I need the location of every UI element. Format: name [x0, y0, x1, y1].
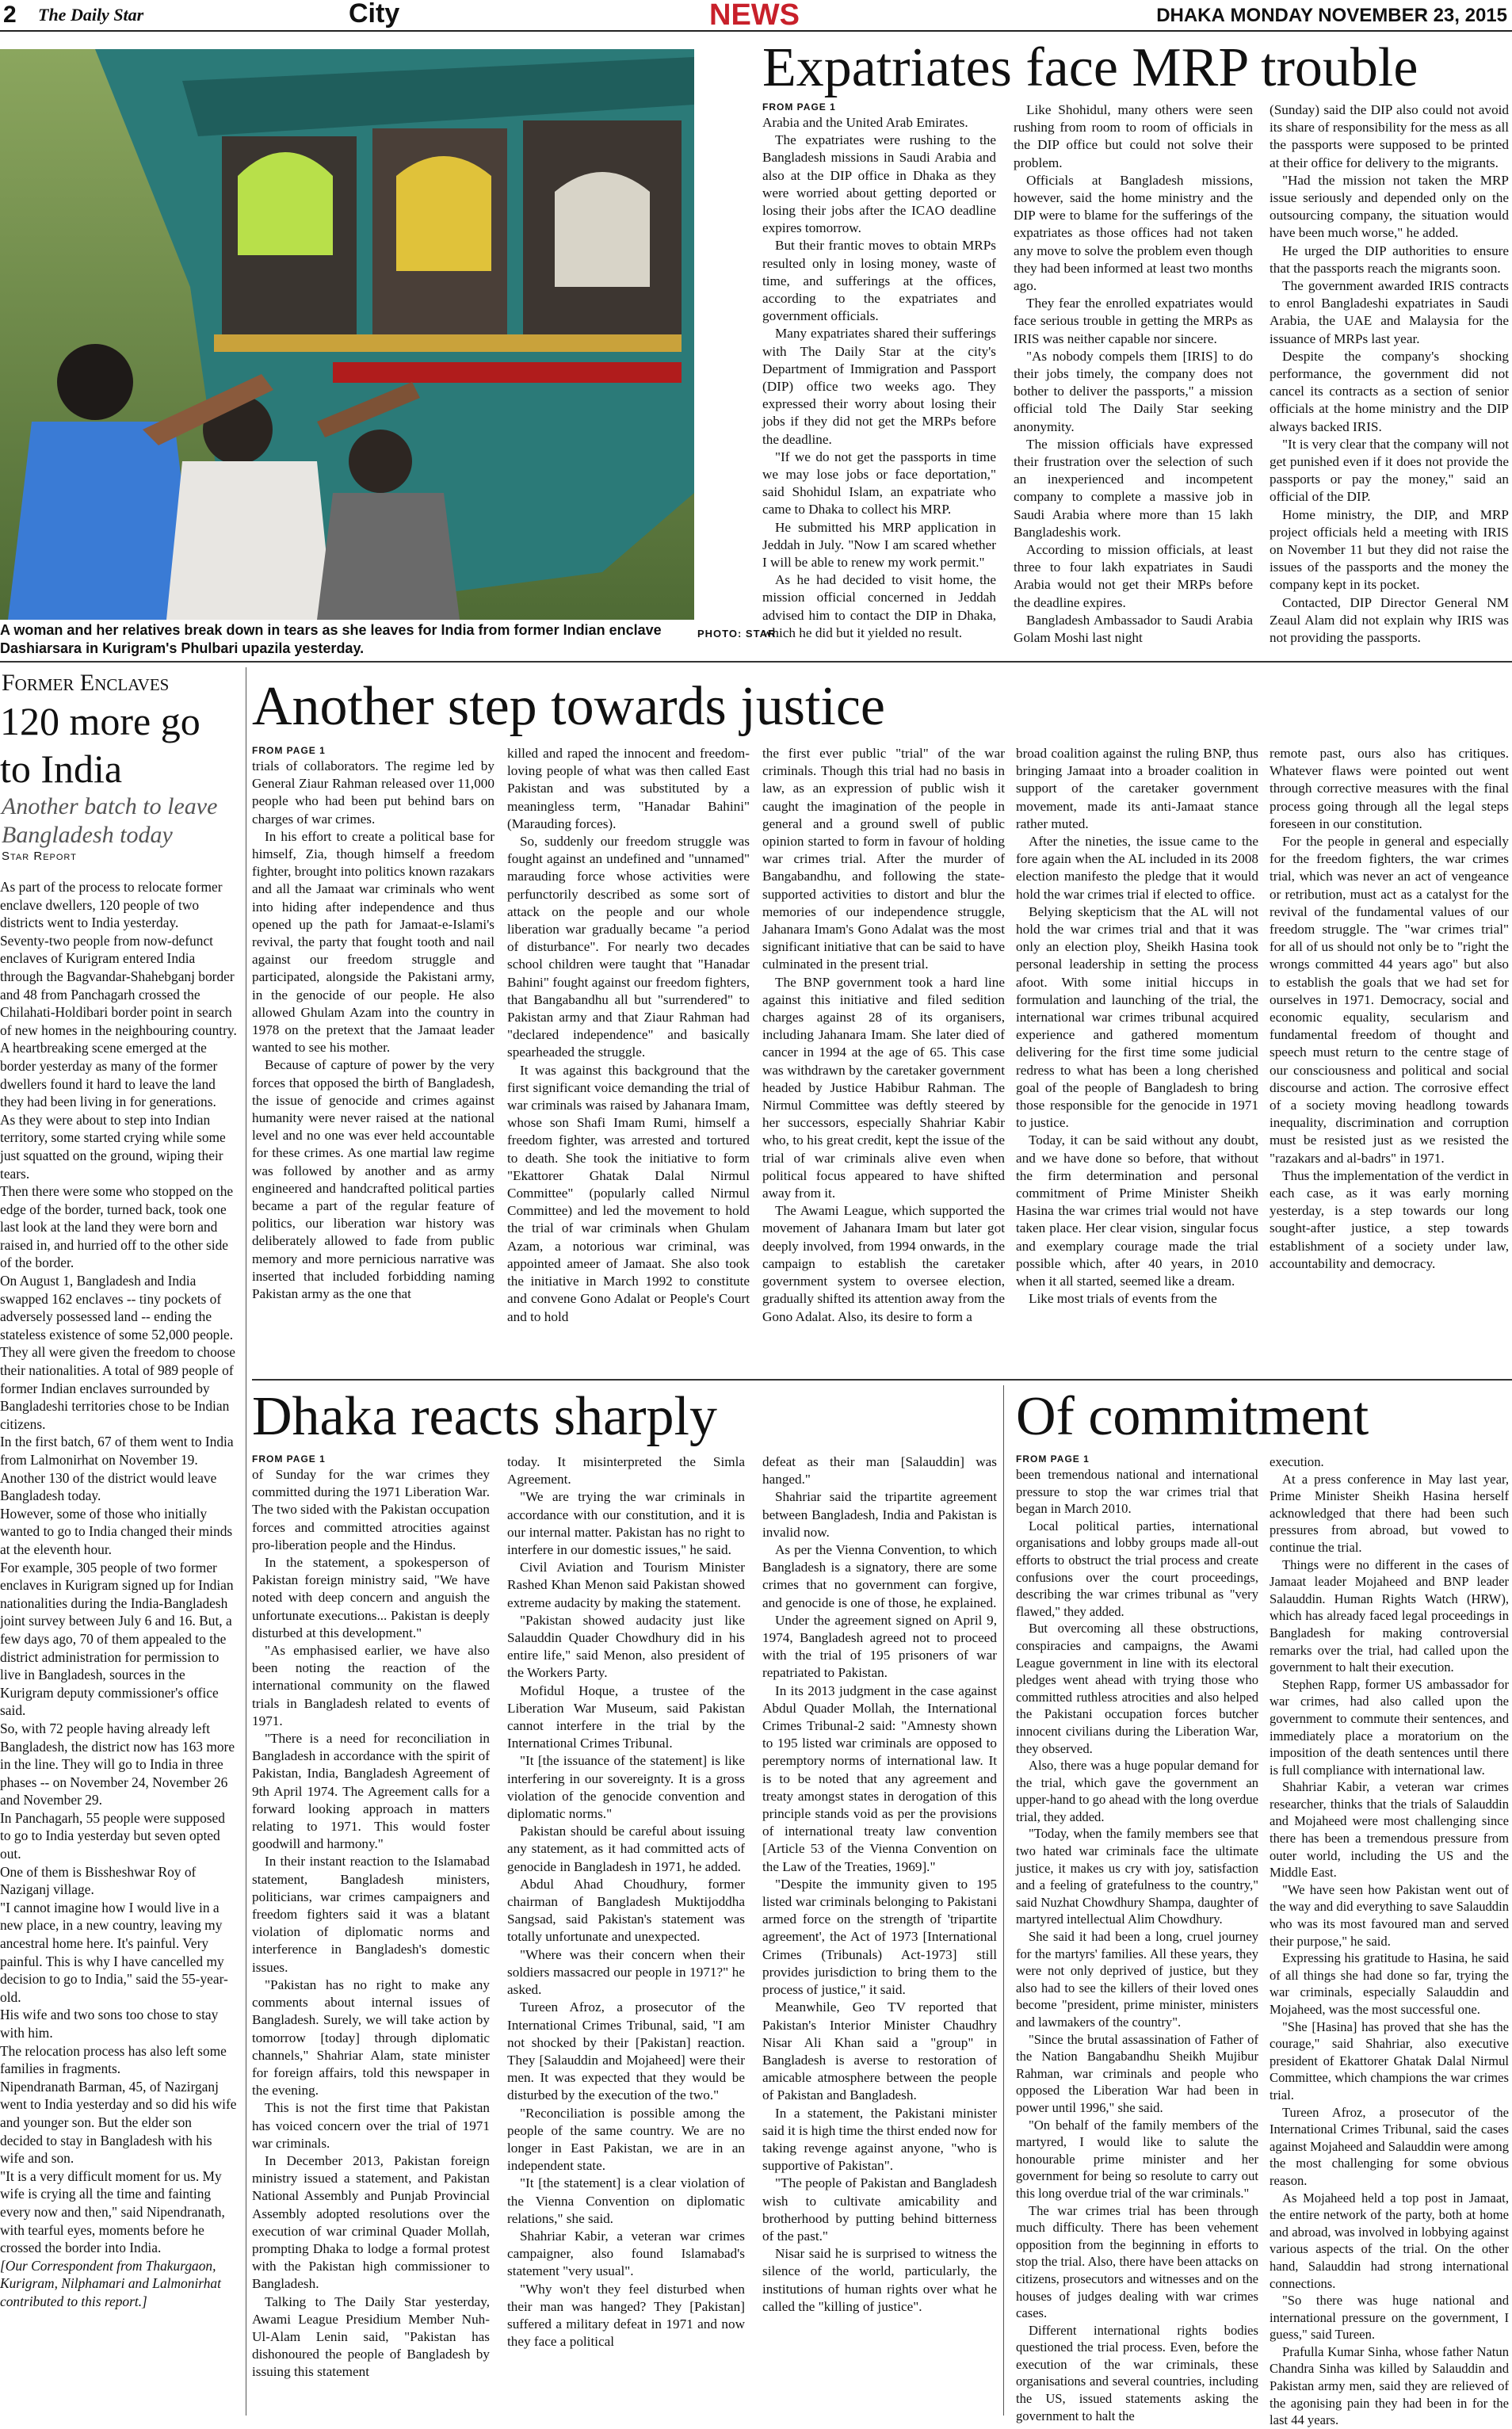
paragraph: But their frantic moves to obtain MRPs resulted only in losing money, waste of time, and sufferings at the offices, according to the expatriates and government officials. [762, 238, 996, 324]
paragraph: broad coalition against the ruling BNP, thus bringing Jamaat into a broader coalition in support of the caretaker government movement, made its anti-Jamaat stance rather muted. [1016, 746, 1258, 831]
paragraph: Abdul Ahad Choudhury, former chairman of Bangladesh Muktijoddha Sangsad, said Pakistan's statement was totally unfortunate and unexpected. [507, 1876, 745, 1945]
paragraph: Expressing his gratitude to Hasina, he said of all things she had done so far, trying the war criminals, especially Salauddin and Mojaheed, was the most successful one. [1270, 1950, 1509, 2017]
paragraph: The war crimes trial has been through much difficulty. There has been vehement opposition from the beginning in efforts to stop the trial. Also, there have been attacks on citizens, prosecutors and witnesses and on the houses of judges dealing with war crimes cases. [1016, 2202, 1258, 2321]
paragraph: Stephen Rapp, former US ambassador for war crimes, had also called upon the government to commute their sentences, and immediately place a moratorium on the imposition of the death sentences until there is full compliance with international law. [1270, 1676, 1509, 1778]
news-label: NEWS [709, 0, 800, 32]
headline-commitment: Of commitment [1016, 1386, 1369, 1447]
paragraph: "It is a very difficult moment for us. My wife is crying all the time and fainting every now and then," said Nipendranath, with tearful eyes, moments before he crossed the border into India. [0, 2167, 225, 2256]
headline-justice: Another step towards justice [252, 676, 885, 737]
paragraph: "She [Hasina] has proved that she has the courage," said Shahriar, also executive president of Ekattorer Ghatak Dalal Nirmul Committee, which champions the war crimes trial. [1270, 2018, 1509, 2102]
headline-mrp: Expatriates face MRP trouble [762, 37, 1418, 98]
paragraph: The Awami League, which supported the movement of Jahanara Imam but later got deeply involved, from 1994 onwards, in the campaign to establish the caretaker government system to oversee election, gradually shifted its attention away from the Gono Adalat. Also, its desire to form a [762, 1203, 1005, 1324]
paragraph: The government awarded IRIS contracts to enrol Bangladeshi expatriates in Saudi Arabia, the UAE and Malaysia for the issuance of MRPs last year. [1270, 278, 1509, 346]
headline-enclaves [0, 697, 238, 792]
story-commitment-col-1 [1016, 1453, 1258, 2423]
story-dhaka-col-1 [252, 1453, 490, 2416]
paragraph: But overcoming all these obstructions, conspiracies and campaigns, the Awami League government in line with its electoral pledges went ahead with trying those who committed ruthless atrocities and also helped the Pakistani occupation forces butcher innocent civilians during the Liberation War, they observed. [1016, 1621, 1258, 1756]
bus-departure-photo [0, 49, 694, 620]
paragraph: "Since the brutal assassination of Father of the Nation Bangabandhu Sheikh Mujibur Rahman, war criminals and people who opposed the Liberation War had been in power until 1996," she said. [1016, 2031, 1258, 2115]
paragraph: Tureen Afroz, a prosecutor of the International Crimes Tribunal, said the cases against Mojaheed and Salauddin were among the most challenging for some obvious reason. [1270, 2104, 1509, 2188]
paragraph: Despite the company's shocking performance, the government did not cancel its contracts as a section of senior officials at the home ministry and the DIP always backed IRIS. [1270, 348, 1509, 434]
story-enclaves-body [0, 878, 238, 2416]
paragraph: Civil Aviation and Tourism Minister Rashed Khan Menon said Pakistan showed extreme audacity by making the statement. [507, 1560, 745, 1610]
paragraph: Contacted, DIP Director General NM Zeaul Alam did not explain why IRIS was not providing the passports. [1270, 594, 1509, 646]
paragraph: "As emphasised earlier, we have also been noting the reaction of the international community on the flawed trials in Bangladesh related to events of 1971. [252, 1643, 490, 1728]
dateline-city: DHAKA [1156, 5, 1225, 26]
story-justice-col-2 [507, 745, 750, 1350]
enclaves-byline: Star Report [2, 850, 77, 863]
story-justice-col-5 [1270, 745, 1509, 1350]
paragraph: In their instant reaction to the Islamabad statement, Bangladesh ministers, politicians, war crimes campaigners and freedom fighters said it was a blatant violation of diplomatic norms and interference in Bangladesh's domestic issues. [252, 1854, 490, 1975]
paragraph: Belying skepticism that the AL will not hold the war crimes trial and that it was only an election ploy, Sheikh Hasina took personal leadership in setting the process afoot. With some initial hiccups in formulation and launching of the trial, the international war crimes tribunal acquired experience and gathered momentum delivering for the first time some judicial redress to what has been a long cherished goal of the people of Bangladesh to bring those responsible for the genocide in 1971 to justice. [1016, 903, 1258, 1131]
paragraph: Mofidul Hoque, a trustee of the Liberation War Museum, said Pakistan cannot interfere in the trial by the International Crimes Tribunal. [507, 1682, 745, 1751]
dateline [1156, 5, 1507, 27]
paragraph: As per the Vienna Convention, to which Bangladesh is a signatory, there are some crimes that no government can forgive, and genocide is one of those, he explained. [762, 1542, 997, 1610]
contributor-note: [Our Correspondent from Thakurgaon, Kurigram, Nilphamari and Lalmonirhat contributed to this report.] [0, 2257, 221, 2309]
paragraph: "There is a need for reconciliation in Bangladesh in accordance with the spirit of Pakistan, India, Bangladesh Agreement of 9th April 1974. The Agreement calls for a forward looking approach in matters relating to 1971. This would foster goodwill and harmony." [252, 1731, 490, 1852]
photo-credit: PHOTO: STAR [697, 628, 777, 640]
paragraph: One of them is Bissheshwar Roy of Naziganj village. [0, 1863, 197, 1898]
paragraph: defeat as their man [Salauddin] was hanged." [762, 1454, 997, 1488]
paragraph: On August 1, Bangladesh and India swapped 162 enclaves -- tiny pockets of adversely possessed land -- ending the stateless existence of some 52,000 people. They all were given the freedom to choose their nationalities. A total of 989 people of former Indian enclaves surrounded by Bangladeshi territories chose to be Indian citizens. [0, 1273, 235, 1432]
paragraph: He submitted his MRP application in Jeddah in July. "Now I am scared whether I will be able to renew my work permit." [762, 519, 996, 571]
paragraph: This is not the first time that Pakistan has voiced concern over the trial of 1971 war criminals. [252, 2100, 490, 2151]
news-photo [0, 49, 694, 620]
from-page-label: FROM PAGE 1 [1016, 1453, 1090, 1465]
paragraph: Pakistan should be careful about issuing any statement, as it had committed acts of genocide in Bangladesh in 1971, he added. [507, 1824, 745, 1874]
story-justice-col-3 [762, 745, 1005, 1350]
paragraph: However, some of those who initially wanted to go to India changed their minds at the eleventh hour. [0, 1505, 233, 1557]
paragraph: Prafulla Kumar Sinha, whose father Natun Chandra Sinha was killed by Salauddin and Pakistan army men, said they are relieved of the agonising pain they had been in for the last 44 years. [1270, 2343, 1509, 2428]
paragraph: Home ministry, the DIP, and MRP project officials held a meeting with IRIS on November 11 but they did not raise the issues of the passports and the money the company kept in its pocket. [1270, 506, 1509, 593]
paragraph: Officials at Bangladesh missions, however, said the home ministry and the DIP were to blame for the sufferings of the expatriates as those offices had not taken any move to solve the problem even though they had been informed at least two months ago. [1014, 172, 1253, 294]
paragraph: "Today, when the family members see that two hated war criminals face the ultimate justice, it makes us cry with joy, satisfaction and a feeling of gratefulness to the country," said Nuzhat Chowdhury Shampa, daughter of martyred intellectual Alim Chowdhury. [1016, 1826, 1258, 1927]
story-justice-col-4 [1016, 745, 1258, 1350]
paragraph: As Mojaheed held a top post in Jamaat, the entire network of the party, both at home and abroad, was involved in lobbying against various aspects of the trial. On the other hand, Salauddin had strong international connections. [1270, 2190, 1509, 2291]
paragraph: For example, 305 people of two former enclaves in Kurigram signed up for Indian nationalities during the India-Bangladesh joint survey between July 6 and 16. But, a few days ago, 70 of them appealed to the district administration for permission to live in Bangladesh, sources in the Kurigram deputy commissioner's office said. [0, 1559, 234, 1719]
paragraph: Seventy-two people from now-defunct enclaves of Kurigram entered India through the Bagvandar-Shahebganj border and 48 from Panchagarh crossed the Chilahati-Holdibari border point in search of new homes in the neighbouring country. [0, 932, 237, 1038]
paragraph: The expatriates were rushing to the Bangladesh missions in Saudi Arabia and also at the DIP office in Dhaka as they were worried about getting deported or losing their jobs after the ICAO deadline expires tomorrow. [762, 132, 996, 236]
page-number: 2 [3, 2, 17, 28]
photo-caption: A woman and her relatives break down in tears as she leaves for India from former Indian enclave Dashiarsara in Kurigram's Phulbari upazila yesterday. [0, 622, 662, 656]
paragraph: According to mission officials, at least three to four lakh expatriates in Saudi Arabia would not get their MRPs before the deadline expires. [1014, 542, 1253, 610]
paragraph: (Sunday) said the DIP also could not avoid its share of responsibility for the mess as all the passports were supposed to be printed at their office for delivery to the migrants. [1270, 102, 1509, 170]
story-dhaka-col-2 [507, 1453, 745, 2416]
paragraph: Things were no different in the cases of Jamaat leader Mojaheed and BNP leader Salauddin. Human Rights Watch (HRW), which has already faced legal proceedings in Bangladesh for making controversial remarks over the trial, had called upon the government to halt their execution. [1270, 1556, 1509, 1675]
story-justice-col-1 [252, 745, 494, 1350]
paragraph: been tremendous national and international pressure to stop the war crimes trial that began in March 2010. [1016, 1467, 1258, 1517]
paragraph: So, suddenly our freedom struggle was fought against an undefined and "unnamed" marauding force whose activities were perfunctorily described as some sort of attack on the people and our whole liberation war gradually became "a period of disturbance". For nearly two decades school children were taught that "Hanadar Bahini" fought against our freedom fighters, that Bangabandhu all but "surrendered" to Pakistan army and that Ziaur Rahman had "declared independence" and basically spearheaded the struggle. [507, 834, 750, 1060]
paragraph: As they were about to step into Indian territory, some started crying while some just squatted on the ground, wiping their tears. [0, 1111, 226, 1182]
paragraph: Many expatriates shared their sufferings with The Daily Star at the city's Department of Immigration and Passport (DIP) office two weeks ago. They expressed their worry about losing their jobs if they did not get the MRPs before the deadline. [762, 326, 996, 447]
paragraph: Shahriar Kabir, a veteran war crimes researcher, thinks that the trials of Salauddin and Mojaheed were most challenging since there has been a tremendous pressure from outer world, including the US and the Middle East. [1270, 1779, 1509, 1881]
paragraph: In the statement, a spokesperson of Pakistan foreign ministry said, "We have noted with deep concern and anguish the unfortunate executions... Pakistan is deeply disturbed at this development." [252, 1555, 490, 1640]
paragraph: "The people of Pakistan and Bangladesh wish to cultivate amicability and brotherhood by putting behind bitterness of the past." [762, 2175, 997, 2244]
paragraph: today. It misinterpreted the Simla Agreement. [507, 1454, 745, 1488]
paragraph: "Why won't they feel disturbed when their man was hanged? They [Pakistan] suffered a military defeat in 1971 and now they face a political [507, 2281, 745, 2350]
paragraph: "It [the issuance of the statement] is like interfering in our sovereignty. It is a gross violation of the genocide convention and diplomatic norms." [507, 1753, 745, 1822]
paragraph: killed and raped the innocent and freedom-loving people of what was then called East Pakistan and was substituted by a meaningless term, "Hanadar Bahini" (Marauding forces). [507, 746, 750, 831]
paragraph: execution. [1270, 1454, 1324, 1469]
story-mrp-col-2 [1014, 101, 1253, 658]
paragraph: Shahriar said the tripartite agreement between Bangladesh, India and Pakistan is invalid now. [762, 1489, 997, 1540]
enclaves-kicker: Former Enclaves [2, 670, 170, 696]
paragraph: Nipendranath Barman, 45, of Nazirganj went to India yesterday and so did his wife and younger son. But the elder son decided to stay in Bangladesh with his wife and son. [0, 2078, 237, 2167]
paragraph: So, with 72 people having already left Bangladesh, the district now has 163 more in the line. They will go to India in three phases -- on November 24, November 26 and November 29. [0, 1720, 235, 1808]
paragraph: "We have seen how Pakistan went out of the way and did everything to save Salauddin who was its most favoured man and served their purpose," he said. [1270, 1881, 1509, 1949]
headline-enclaves-text: 120 more go to India [0, 699, 200, 791]
paragraph: "Reconciliation is possible among the people of the same country. We are no longer in East Pakistan, we are in an independent state. [507, 2105, 745, 2174]
from-page-label: FROM PAGE 1 [252, 745, 326, 756]
paragraph: trials of collaborators. The regime led by General Ziaur Rahman released over 11,000 people who had been put behind bars on charges of war crimes. [252, 758, 494, 827]
paragraph: "So there was huge national and international pressure on the government, I guess," said Tureen. [1270, 2293, 1509, 2343]
paragraph: A heartbreaking scene emerged at the border yesterday as many of the former dwellers found it hard to leave the land they had been living in for generations. [0, 1040, 218, 1110]
story-dhaka-col-3 [762, 1453, 997, 2416]
paragraph: Talking to The Daily Star yesterday, Awami League Presidium Member Nuh-Ul-Alam Lenin said, "Pakistan has dishonoured the people of Bangladesh by issuing this statement [252, 2293, 490, 2380]
paragraph: It was against this background that the first significant voice demanding the trial of war criminals was raised by Jahanara Imam, whose son Shafi Imam Rumi, himself a freedom fighter, was arrested and tortured to death. She took the initiative to form "Ekattorer Ghatak Dalal Nirmul Committee" (popularly called Nirmul Committee) and led the movement to hold the trial of war criminals when Ghulam Azam, a notorious war criminal, was appointed ameer of Jamaat. She also took the initiative in March 1992 to constitute and convene Gono Adalat or People's Court and to hold [507, 1062, 750, 1324]
paragraph: The BNP government took a hard line against this initiative and filed sedition charges against 28 of its organisers, including Jahanara Imam. She later died of cancer in 1994 at the age of 65. This case was withdrawn by the caretaker government headed by Justice Habibur Rahman. The Nirmul Committee was deftly steered by her successors, especially Shahriar Kabir who, to his great credit, kept the issue of the trial of war criminals alive even when political focus appeared to have shifted away from it. [762, 974, 1005, 1201]
story-mrp-col-1 [762, 101, 996, 658]
section-rule [0, 661, 1512, 663]
paragraph: Tureen Afroz, a prosecutor of the International Crimes Tribunal, said, "I am not shocked by their [Pakistan] reaction. They [Salauddin and Mojaheed] were their men. It was expected that they would be disturbed by the execution of the two." [507, 1999, 745, 2103]
paragraph: In his effort to create a political base for himself, Zia, though himself a freedom fighter, brought into politics known razakars and all the Jamaat war criminals who went into hiding after independence and thus opened up the path for Jamaat-e-Islami's revival, the party that fought tooth and nail against our freedom struggle and participated, alongside the Pakistani army, in the genocide of our people. He also allowed Ghulam Azam into the country in 1978 on the pretext that the Jamaat leader wanted to see his mother. [252, 828, 494, 1056]
paragraph: For the people in general and especially for the freedom fighters, the war crimes trial, which was never an act of vengeance or retribution, must act as a catalyst for the revival of the fundamental values of our freedom struggle. The "war crimes trial" for all of us should not only be to "right the wrongs committed 44 years ago" but also to establish the goals that we had set for ourselves in 1971. Democracy, social and economic equality, secularism and fundamental freedom of thought and speech must return to the centre stage of our consciousness and political and social discourse and action. The corrosive effect of a society moving headlong towards inequality, discrimination and corruption must be resisted just as we resisted the "razakars and al-badrs" in 1971. [1270, 834, 1509, 1166]
paragraph: In its 2013 judgment in the case against Abdul Quader Mollah, the International Crimes Tribunal-2 said: "Amnesty shown to 195 listed war criminals are opposed to peremptory norms of international law. It is to be noted that any agreement and treaty amongst states in derogation of this principle stands void as per the provisions of international treaty law convention [Article 53 of the Vienna Convention on the Law of the Treaties, 1969]." [762, 1682, 997, 1874]
paragraph: After the nineties, the issue came to the fore again when the AL included in its 2008 election manifesto the pledge that it would hold the war crimes trial if elected to office. [1016, 834, 1258, 902]
enclaves-deck: Another batch to leave Bangladesh today [2, 793, 218, 848]
section-rule [252, 1379, 1512, 1381]
paragraph: of Sunday for the war crimes they committed during the 1971 Liberation War. The two sided with the Pakistan occupation forces and committed atrocities against pro-liberation people and the Hindus. [252, 1467, 490, 1552]
paragraph: "It [the statement] is a clear violation of the Vienna Convention on diplomatic relations," she said. [507, 2175, 745, 2226]
paragraph: Like Shohidul, many others were seen rushing from room to room of officials in the DIP office but could not solve their problem. [1014, 102, 1253, 170]
paragraph: "We are trying the war criminals in accordance with our constitution, and it is our internal matter. Pakistan has no right to interfere in our domestic issues," he said. [507, 1489, 745, 1558]
paragraph: Meanwhile, Geo TV reported that Pakistan's Interior Minister Chaudhry Nisar Ali Khan said a "group" in Bangladesh is averse to restoration of amicable atmosphere between the people of Pakistan and Bangladesh. [762, 1999, 997, 2103]
paragraph: In the first batch, 67 of them went to India from Lalmonirhat on November 19. Another 130 of the district would leave Bangladesh today. [0, 1434, 234, 1504]
paragraph: Also, there was a huge popular demand for the trial, which gave the government an upper-hand to go ahead with the long overdue trial, they added. [1016, 1758, 1258, 1824]
paragraph: Nisar said he is surprised to witness the silence of the world, particularly, the institutions of human rights over what he called the "killing of justice". [762, 2246, 997, 2314]
paragraph: He urged the DIP authorities to ensure that the passports reach the migrants soon. [1270, 243, 1509, 276]
paragraph: "If we do not get the passports in time we may lose jobs or face deportation," said Shohidul Islam, an expatriate who came to Dhaka to collect his MRP. [762, 449, 996, 517]
from-page-label: FROM PAGE 1 [252, 1453, 326, 1465]
paragraph: remote past, ours also has critiques. Whatever flaws were pointed out went through corrective measures with the final process going through all the legal steps foreseen in our constitution. [1270, 746, 1509, 831]
paragraph: Thus the implementation of the verdict in each case, as it was early morning yesterday, is a step towards our long sought-after justice, a step towards establishment of a society under law, accountability and democracy. [1270, 1167, 1509, 1271]
paragraph: She said it had been a long, cruel journey for the martyrs' families. All these years, they were not only deprived of justice, but they also had to see the killers of their loved ones become "president, prime minister, ministers and lawmakers of the country". [1016, 1929, 1258, 2030]
story-commitment-col-2 [1270, 1453, 1509, 2428]
column-rule [1003, 1385, 1004, 2416]
paragraph: Today, it can be said without any doubt, and we have done so before, that without the firm determination and personal commitment of Prime Minister Sheikh Hasina the war crimes trial would not have taken place. Her clear vision, singular focus and exemplary courage made the trial possible which, after 40 years, in 2010 when it all started, seemed like a dream. [1016, 1132, 1258, 1289]
paragraph: At a press conference in May last year, Prime Minister Sheikh Hasina herself acknowledged that there had been such pressures from abroad, but vowed to continue the trial. [1270, 1471, 1509, 1555]
paragraph: Local political parties, international organisations and lobby groups made all-out efforts to obstruct the trial process and create confusions over the court proceedings, describing the war crimes tribunal as "very flawed," they added. [1016, 1518, 1258, 1619]
paragraph: Bangladesh Ambassador to Saudi Arabia Golam Moshi last night [1014, 612, 1253, 646]
paragraph: Arabia and the United Arab Emirates. [762, 115, 968, 130]
paragraph: They fear the enrolled expatriates would face serious trouble in getting the MRPs as IRIS was neither capable nor sincere. [1014, 296, 1253, 346]
paragraph: In Panchagarh, 55 people were supposed to go to India yesterday but seven opted out. [0, 1809, 225, 1862]
paragraph: "Where was their concern when their soldiers massacred our people in 1971?" he asked. [507, 1946, 745, 1998]
paragraph: "Pakistan has no right to make any comments about internal issues of Bangladesh. Surely, we will take action by tomorrow [today] through diplomatic channels," Shahriar Alam, state minister for foreign affairs, told this newspaper in the evening. [252, 1976, 490, 2099]
dateline-date: MONDAY NOVEMBER 23, 2015 [1230, 5, 1507, 26]
paragraph: Under the agreement signed on April 9, 1974, Bangladesh agreed not to proceed with the trial of 195 prisoners of war repatriated to Pakistan. [762, 1612, 997, 1681]
paragraph: His wife and two sons too chose to stay with him. [0, 2007, 219, 2041]
paragraph: The relocation process has also left some families in fragments. [0, 2042, 227, 2077]
paper-name: The Daily Star [38, 5, 144, 25]
paragraph: Because of capture of power by the very forces that opposed the birth of Bangladesh, the issue of genocide and crimes against humanity were never raised at the national level and no one was ever held accountable for these crimes. As one martial law regime was followed by another and as army engineered and handcrafted political parties became a part of the regular feature of politics, our liberation war history was deliberately allowed to fade from public memory and more pernicious narrative was inserted that included forbidding naming Pakistan army as the one that [252, 1057, 494, 1302]
story-mrp-col-3 [1270, 101, 1509, 658]
paragraph: Like most trials of events from the [1029, 1291, 1217, 1307]
paragraph: "I cannot imagine how I would live in a new place, in a new country, leaving my ancestral home here. It's painful. Very painful. This is why I have cancelled my decision to go to India," said the 55-year-old. [0, 1899, 228, 2005]
from-page-label: FROM PAGE 1 [762, 101, 836, 113]
masthead [0, 0, 1512, 32]
paragraph: In December 2013, Pakistan foreign ministry issued a statement, and Pakistan National Assembly and Punjab Provincial Assembly adopted resolutions over the execution of war criminal Quader Mollah, prompting Dhaka to lodge a formal protest with the Pakistan high commissioner to Bangladesh. [252, 2152, 490, 2292]
paragraph: Shahriar Kabir, a veteran war crimes campaigner, also found Islamabad's statement "very usual". [507, 2228, 745, 2279]
paragraph: In a statement, the Pakistani minister said it is high time the thirst ended now for taking revenge against anyone, "who is supportive of Pakistan". [762, 2105, 997, 2174]
paragraph: "As nobody compels them [IRIS] to do their jobs timely, the company does not bother to deliver the passports," a mission official told The Daily Star seeking anonymity. [1014, 348, 1253, 434]
paragraph: The mission officials have expressed their frustration over the selection of such an inexperienced and incompetent company to complete a massive job in Saudi Arabia where more than 15 lakh Bangladeshis work. [1014, 436, 1253, 540]
paragraph: "Pakistan showed audacity just like Salauddin Quader Chowdhury did in his entire life," said Menon, also president of the Workers Party. [507, 1612, 745, 1681]
paragraph: As he had decided to visit home, the mission official concerned in Jeddah advised him to contact the DIP in Dhaka, which he did but it yielded no result. [762, 572, 996, 640]
section-label: City [349, 0, 400, 29]
headline-dhaka: Dhaka reacts sharply [252, 1386, 717, 1447]
paragraph: As part of the process to relocate former enclave dwellers, 120 people of two districts went to India yesterday. [0, 879, 223, 931]
paragraph: Then there were some who stopped on the edge of the border, turned back, took one last look at the land they were born and raised in, and hurried off to the other side of the border. [0, 1183, 234, 1271]
paragraph: "Had the mission not taken the MRP issue seriously and depended only on the outsourcing company, the situation would have been much worse," he added. [1270, 172, 1509, 241]
paragraph: "It is very clear that the company will not get punished even if it does not provide the passports or pay the money," said an official of the DIP. [1270, 436, 1509, 505]
paragraph: the first ever public "trial" of the war criminals. Though this trial had no basis in law, as an expression of public wish it caught the imagination of the people in general and a ground swell of public opinion started to form in favour of holding war crimes trial. After the murder of Bangabandhu, and following the state-supported activities to distort and blur the memories of our independence struggle, Jahanara Imam's Gono Adalat was the most significant initiative that can be said to have culminated in the present trial. [762, 746, 1005, 972]
paragraph: Different international rights bodies questioned the trial process. Even, before the execution of the war criminals, these organisations and several countries, including the US, issued statements asking the government to halt the [1016, 2322, 1258, 2423]
paragraph: "Despite the immunity given to 195 listed war criminals belonging to Pakistani armed force on the strength of 'tripartite agreement', the Act of 1973 [International Crimes (Tribunals) Act-1973] still provides jurisdiction to bring them to the process of justice," it said. [762, 1876, 997, 1998]
paragraph: "On behalf of the family members of the martyred, I would like to salute the honourable prime minister and her government for being so resolute to carry out this long overdue trial of the war criminals." [1016, 2117, 1258, 2201]
